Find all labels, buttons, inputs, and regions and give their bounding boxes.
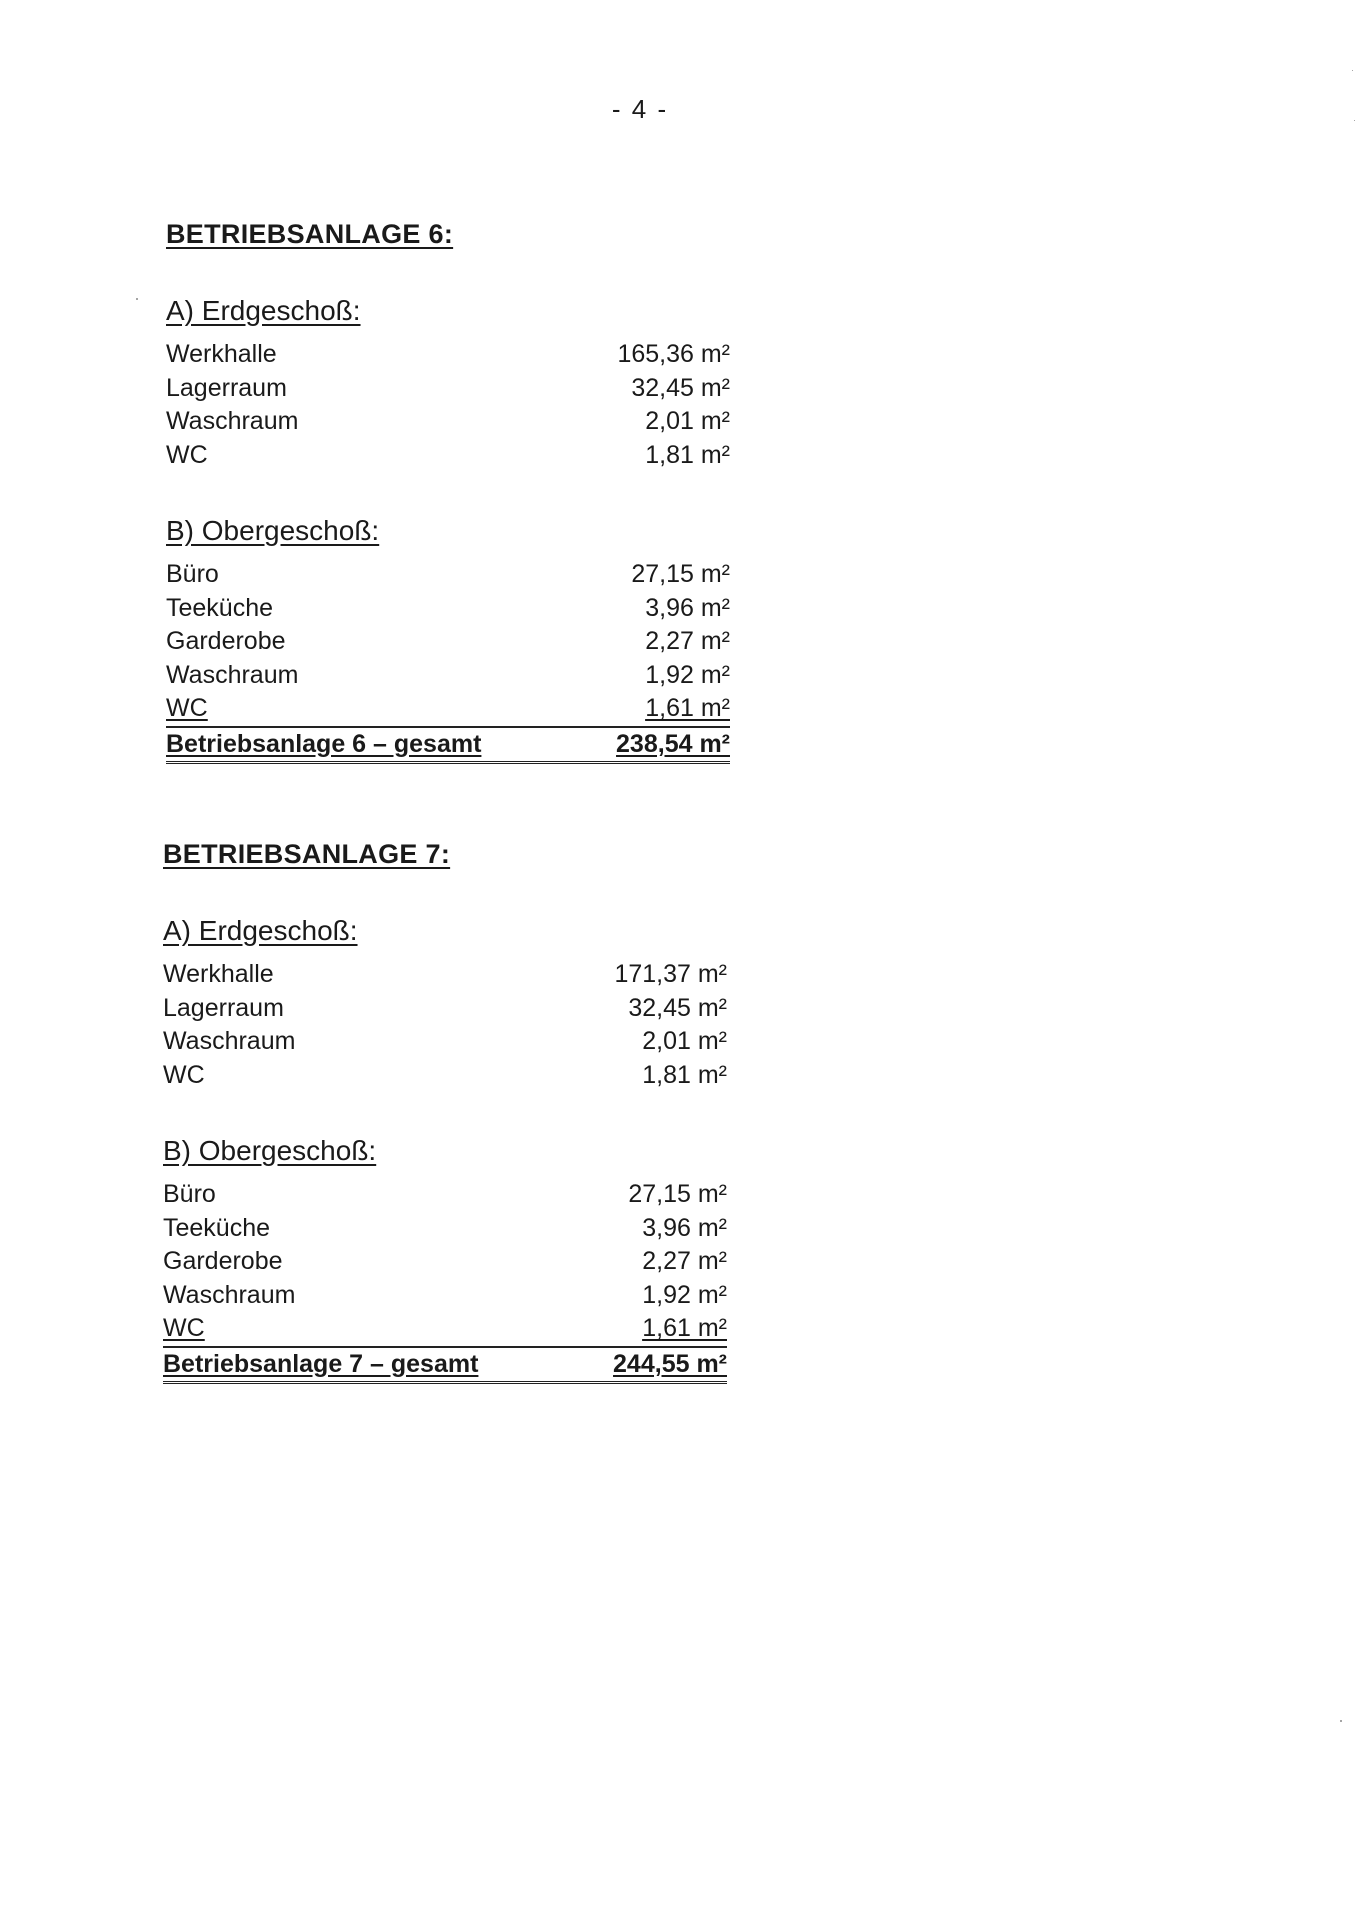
room-area: 1,81 m² (642, 1060, 727, 1089)
total-row (163, 1348, 727, 1384)
room-area: 1,61 m² (645, 694, 730, 722)
room-label: WC (166, 694, 208, 722)
room-row (166, 405, 730, 439)
room-label: Werkhalle (163, 960, 274, 988)
room-label: Waschraum (163, 1280, 296, 1309)
room-row (163, 992, 727, 1026)
room-label: Lagerraum (166, 373, 287, 402)
room-label: WC (163, 1060, 205, 1089)
room-label: Teeküche (166, 593, 274, 622)
room-row (163, 1059, 727, 1093)
room-area: 2,01 m² (645, 407, 730, 435)
room-list-upper (166, 558, 736, 764)
room-row (163, 1212, 727, 1246)
room-row (166, 625, 730, 659)
scan-speck (1354, 120, 1355, 121)
room-row (163, 1245, 727, 1279)
total-label: Betriebsanlage 7 – gesamt (163, 1349, 479, 1378)
room-label: WC (163, 1314, 205, 1342)
room-area: 171,37 m² (614, 960, 727, 988)
room-area: 3,96 m² (645, 593, 730, 622)
room-list-ground (163, 958, 733, 1092)
total-row (166, 728, 730, 764)
room-area: 1,92 m² (642, 1280, 727, 1309)
page-number: - 4 - (611, 94, 669, 124)
floor-title-upper: B) Obergeschoß: (166, 515, 380, 546)
room-row (166, 439, 730, 473)
room-area: 2,01 m² (642, 1027, 727, 1055)
room-list-upper (163, 1178, 733, 1384)
room-area: 2,27 m² (645, 627, 730, 655)
room-row (166, 692, 730, 728)
room-area: 165,36 m² (617, 340, 730, 368)
room-row (166, 592, 730, 626)
room-row (166, 558, 730, 592)
room-area: 1,61 m² (642, 1314, 727, 1342)
floor-title-upper: B) Obergeschoß: (163, 1135, 377, 1166)
scan-speck (136, 298, 138, 300)
room-label: Werkhalle (166, 340, 277, 368)
room-label: Lagerraum (163, 993, 284, 1022)
room-area: 3,96 m² (642, 1213, 727, 1242)
room-label: Waschraum (166, 660, 299, 689)
room-row (166, 659, 730, 693)
room-label: Garderobe (166, 627, 286, 655)
room-label: Waschraum (163, 1027, 296, 1055)
room-list-ground (166, 338, 736, 472)
total-area: 238,54 m² (616, 729, 730, 758)
room-area: 2,27 m² (642, 1247, 727, 1275)
room-area: 1,92 m² (645, 660, 730, 689)
total-area: 244,55 m² (613, 1349, 727, 1378)
room-area: 27,15 m² (628, 1180, 727, 1208)
room-row (166, 372, 730, 406)
room-label: Waschraum (166, 407, 299, 435)
room-label: Büro (166, 560, 219, 588)
room-label: Teeküche (163, 1213, 271, 1242)
total-label: Betriebsanlage 6 – gesamt (166, 729, 482, 758)
floor-title-ground: A) Erdgeschoß: (163, 915, 358, 946)
section-title: BETRIEBSANLAGE 7: (163, 839, 451, 869)
room-row (166, 338, 730, 372)
room-row (163, 1025, 727, 1059)
room-area: 32,45 m² (628, 993, 727, 1022)
floor-title-ground: A) Erdgeschoß: (166, 295, 361, 326)
room-area: 27,15 m² (631, 560, 730, 588)
section-betriebsanlage-7 (163, 838, 733, 1384)
room-area: 1,81 m² (645, 440, 730, 469)
room-row (163, 1279, 727, 1313)
room-row (163, 1178, 727, 1212)
room-label: Büro (163, 1180, 216, 1208)
room-label: WC (166, 440, 208, 469)
room-area: 32,45 m² (631, 373, 730, 402)
room-label: Garderobe (163, 1247, 283, 1275)
room-row (163, 1312, 727, 1348)
scan-speck (1352, 70, 1353, 71)
scan-speck (1340, 1720, 1342, 1722)
section-betriebsanlage-6 (166, 218, 736, 764)
section-title: BETRIEBSANLAGE 6: (166, 219, 454, 249)
room-row (163, 958, 727, 992)
